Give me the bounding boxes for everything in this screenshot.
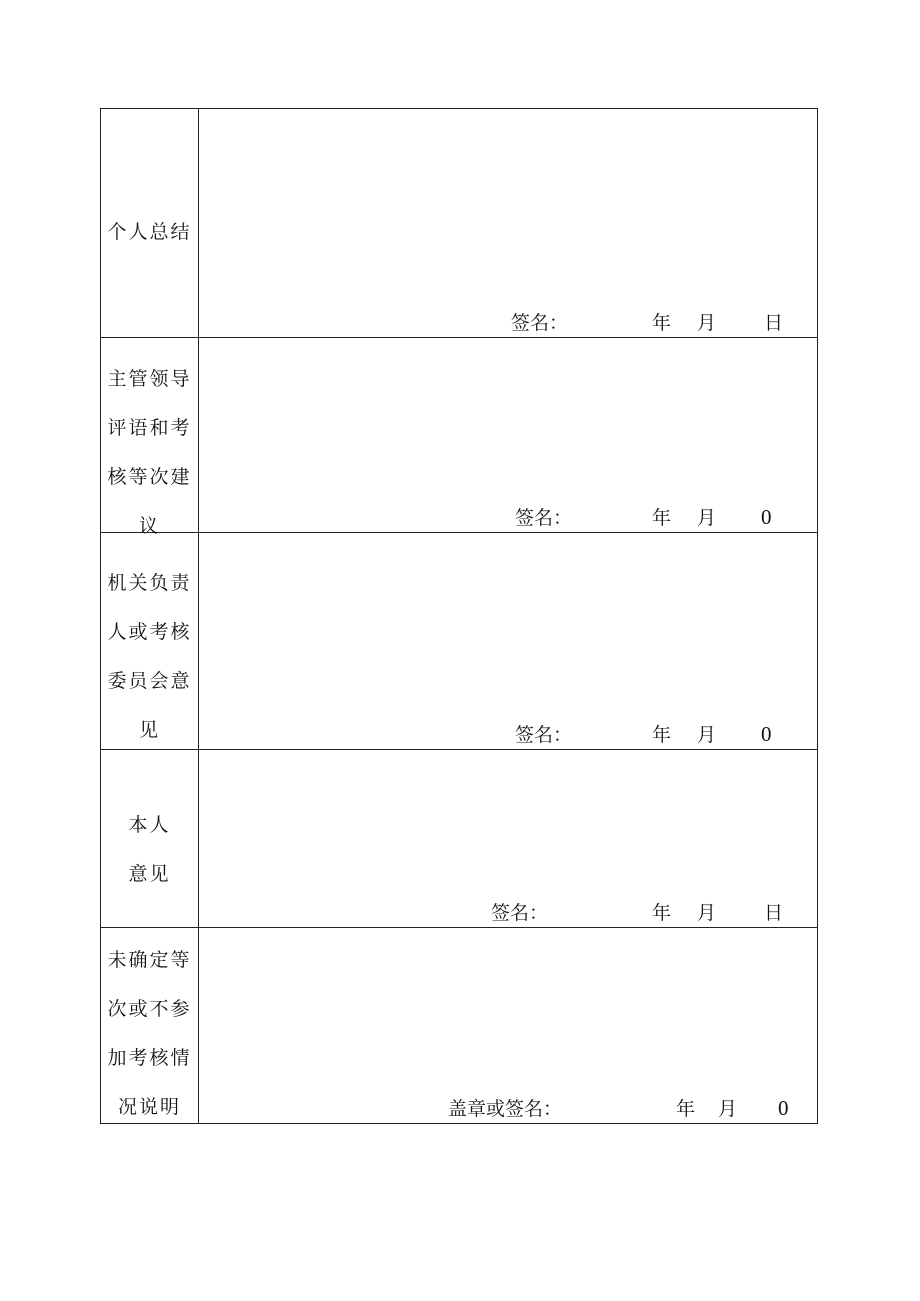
label-line: 次或不参 xyxy=(107,998,192,1020)
month-label: 月 xyxy=(718,1098,738,1120)
month-label: 月 xyxy=(697,312,717,334)
label-line: 机关负责 xyxy=(107,572,192,594)
label-line: 未确定等 xyxy=(107,949,192,971)
year-label: 年 xyxy=(652,312,672,334)
label-line: 人或考核 xyxy=(107,621,192,643)
evaluation-form-table xyxy=(100,108,818,1124)
row-label xyxy=(101,928,199,1123)
row-label xyxy=(101,338,199,537)
content-area[interactable] xyxy=(199,109,817,337)
signature-label: 签名： xyxy=(515,724,573,746)
day-label: 日 xyxy=(764,312,784,334)
label-line: 委员会意 xyxy=(107,670,192,692)
year-label: 年 xyxy=(676,1098,696,1120)
label-line: 评语和考 xyxy=(107,417,192,439)
content-area[interactable] xyxy=(199,750,817,927)
month-label: 月 xyxy=(697,724,717,746)
label-line: 况说明 xyxy=(117,1096,181,1118)
day-label: 0 xyxy=(778,1096,789,1120)
row-label xyxy=(101,109,199,337)
content-area[interactable] xyxy=(199,338,817,532)
row-personal-summary xyxy=(101,109,817,338)
seal-signature-label: 盖章或签名： xyxy=(448,1098,563,1120)
row-self-opinion xyxy=(101,750,817,928)
row-label xyxy=(101,533,199,749)
label-line: 加考核情 xyxy=(107,1047,192,1069)
label-line: 见 xyxy=(138,719,160,741)
day-label: 0 xyxy=(761,505,772,529)
year-label: 年 xyxy=(652,724,672,746)
content-area[interactable] xyxy=(199,928,817,1123)
label-line: 主管领导 xyxy=(107,368,192,390)
label-line: 议 xyxy=(138,515,160,537)
signature-label: 签名： xyxy=(511,312,569,334)
signature-label: 签名： xyxy=(515,507,573,529)
month-label: 月 xyxy=(697,507,717,529)
label-line: 个人总结 xyxy=(107,221,192,243)
content-area[interactable] xyxy=(199,533,817,749)
row-label xyxy=(101,750,199,927)
label-line: 本人 xyxy=(128,814,171,836)
year-label: 年 xyxy=(652,902,672,924)
row-committee-opinion xyxy=(101,533,817,750)
month-label: 月 xyxy=(697,902,717,924)
day-label: 日 xyxy=(764,902,784,924)
year-label: 年 xyxy=(652,507,672,529)
label-line: 核等次建 xyxy=(107,466,192,488)
row-exemption-note xyxy=(101,928,817,1123)
row-supervisor-comment xyxy=(101,338,817,537)
day-label: 0 xyxy=(761,722,772,746)
signature-label: 签名： xyxy=(491,902,549,924)
label-line: 意见 xyxy=(128,863,171,885)
